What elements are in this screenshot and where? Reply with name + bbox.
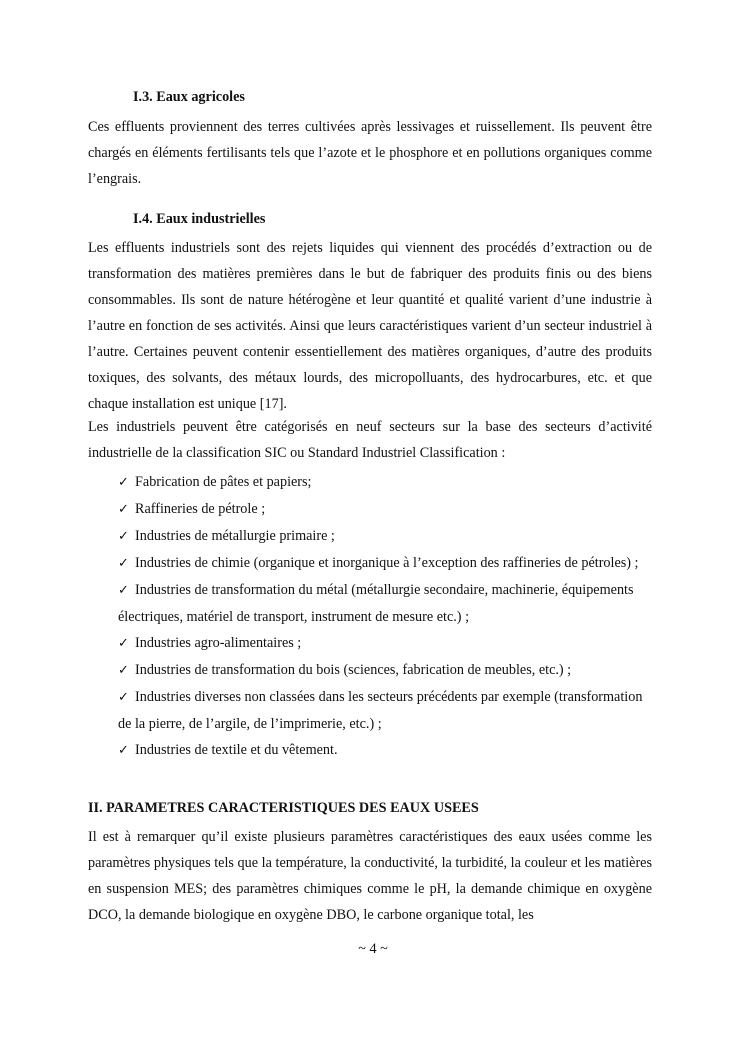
page-number: ~ 4 ~	[358, 941, 388, 957]
list-item	[118, 737, 652, 764]
check-icon: ✓	[118, 636, 129, 651]
list-item-text: Industries de métallurgie primaire ;	[135, 528, 335, 544]
heading-eaux-industrielles: I.4. Eaux industrielles	[133, 211, 266, 227]
list-item-text: Industries de transformation du métal (métallurgie secondaire, machinerie, équipements électriques, matériel de transport, instrument de mesure etc.) ;	[118, 582, 634, 625]
heading-eaux-agricoles: I.3. Eaux agricoles	[133, 89, 245, 105]
paragraph-eaux-industrielles-container	[88, 235, 652, 466]
check-icon: ✓	[118, 690, 129, 705]
list-item-text: Industries de chimie (organique et inorganique à l’exception des raffineries de pétroles) ;	[135, 555, 639, 571]
check-icon: ✓	[118, 529, 129, 544]
check-icon: ✓	[118, 663, 129, 678]
list-item	[118, 469, 652, 496]
list-item	[118, 577, 652, 630]
paragraph-effluents-industriels: Les effluents industriels sont des rejets liquides qui viennent des procédés d’extraction ou de transformation des matières premières dans le but de fabriquer des produits finis ou des biens consommables. Ils sont de nature hétérogène et leur quantité et qualité varient d’une industrie à l’autre en fonction de ses activités. Ainsi que leurs caractéristiques varient d’un secteur industriel à l’autre. Certaines peuvent contenir essentiellement des matières organiques, d’autre des produits toxiques, des solvants, des métaux lourds, des micropolluants, des hydrocarbures, etc. et que chaque installation est unique [17].	[88, 240, 652, 412]
paragraph-eaux-agricoles: Ces effluents proviennent des terres cultivées après lessivages et ruissellement. Ils peuvent être chargés en éléments fertilisants tels que l’azote et le phosphore et en pollutions organiques comme l’engrais.	[88, 119, 652, 187]
list-item-text: Industries agro-alimentaires ;	[135, 635, 302, 651]
list-item	[118, 550, 652, 577]
check-icon: ✓	[118, 556, 129, 571]
list-item-text: Industries de transformation du bois (sciences, fabrication de meubles, etc.) ;	[135, 662, 572, 678]
paragraph-parametres-container	[88, 824, 652, 928]
industrial-sectors-list	[118, 469, 652, 764]
list-item-text: Raffineries de pétrole ;	[135, 501, 266, 517]
check-icon: ✓	[118, 475, 129, 490]
paragraph-parametres: Il est à remarquer qu’il existe plusieurs paramètres caractéristiques des eaux usées comme les paramètres physiques tels que la température, la conductivité, la turbidité, la couleur et les matières en suspension MES; des paramètres chimiques comme le pH, la demande chimique en oxygène DCO, la demande biologique en oxygène DBO, le carbone organique total, les	[88, 829, 652, 923]
paragraph-classification-sic: Les industriels peuvent être catégorisés en neuf secteurs sur la base des secteurs d’activité industrielle de la classification SIC ou Standard Industriel Classification :	[88, 419, 652, 461]
list-item-text: Industries de textile et du vêtement.	[135, 742, 338, 758]
list-item	[118, 630, 652, 657]
paragraph-eaux-agricoles-container	[88, 114, 652, 192]
check-icon: ✓	[118, 502, 129, 517]
list-item	[118, 684, 652, 737]
list-item-text: Fabrication de pâtes et papiers;	[135, 474, 312, 490]
list-item	[118, 523, 652, 550]
list-item	[118, 496, 652, 523]
heading-parametres-caracteristiques: II. PARAMETRES CARACTERISTIQUES DES EAUX USEES	[88, 800, 479, 816]
check-icon: ✓	[118, 743, 129, 758]
check-icon: ✓	[118, 583, 129, 598]
list-item	[118, 657, 652, 684]
list-item-text: Industries diverses non classées dans les secteurs précédents par exemple (transformation de la pierre, de l’argile, de l’imprimerie, etc.) ;	[118, 689, 643, 732]
